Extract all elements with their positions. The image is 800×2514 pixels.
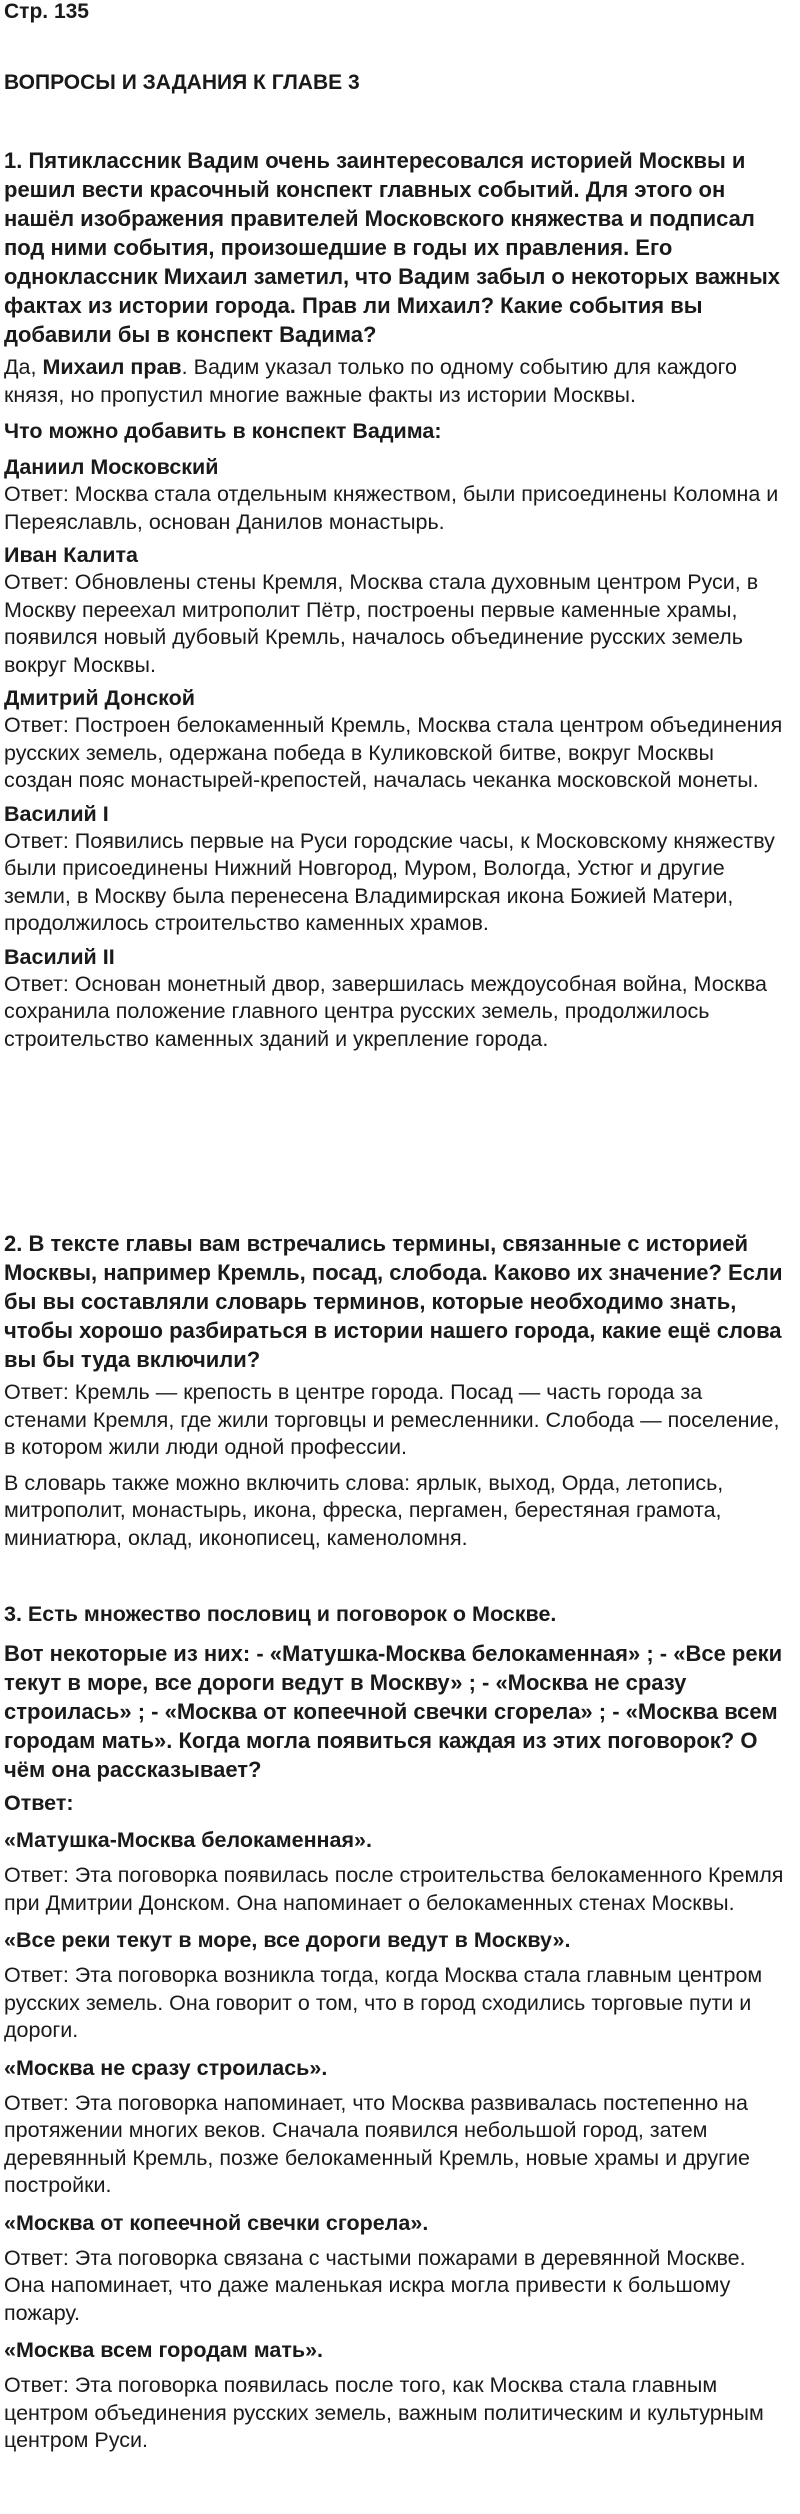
question-3-text: 3. Есть множество пословиц и поговорок о Москве. [4,1602,557,1626]
question-1-section [4,146,788,1053]
ruler-name: Даниил Московский [4,455,219,479]
saying-answer: Ответ: Эта поговорка связана с частыми пожарами в деревянной Москве. Она напоминает, что даже маленькая искра могла привести к большому пожару. [4,2245,746,2325]
ruler-name: Василий I [4,801,109,826]
question-3-section [4,1601,788,2455]
answer-label: Ответ: [4,1791,74,1815]
ruler-name: Иван Калита [4,543,139,567]
question-2-extra: В словарь также можно включить слова: ярлык, выход, Орда, летопись, митрополит, монастырь, икона, фреска, пергамен, берестяная грамота, миниатюра, оклад, иконописец, каменоломня. [4,1470,724,1550]
add-heading: Что можно добавить в конспект Вадима: [4,419,442,443]
ruler-text: Ответ: Москва стала отдельным княжеством, были присоединены Коломна и Переяславль, основан Данилов монастырь. [4,482,779,534]
ruler-text: Ответ: Основан монетный двор, завершилась междоусобная война, Москва сохранила положение главного центра русских земель, продолжилось строительство каменных зданий и укрепление города. [4,971,767,1051]
answer-bold: Михаил прав [42,355,182,379]
saying-answer: Ответ: Эта поговорка напоминает, что Москва развивалась постепенно на протяжении многих веков. Сначала появился небольшой город, затем деревянный Кремль, позже белокаменный Кремль, новые храмы и другие постройки. [4,2090,750,2197]
saying-answer: Ответ: Эта поговорка появилась после того, как Москва стала главным центром объединения русских земель, важным политическим и культурным центром Руси. [4,2373,764,2452]
saying: «Матушка-Москва белокаменная». [4,1828,372,1852]
saying: «Москва всем городам мать». [4,2338,324,2362]
question-3-text-2: Вот некоторые из них: - «Матушка-Москва белокаменная» ; - «Все реки текут в море, все дороги ведут в Москву» ; - «Москва не сразу строилась» ; - «Москва от копеечной свечки сгорела» ; - «Москва всем городам мать». Когда могла появиться каждая из этих поговорок? О чём она рассказывает? [4,1641,783,1782]
answer-rest: . Вадим указал только по одному событию для каждого князя, но пропустил многие важные факты из истории Москвы. [4,355,737,407]
chapter-title: ВОПРОСЫ И ЗАДАНИЯ К ГЛАВЕ 3 [4,71,360,94]
ruler-name: Дмитрий Донской [4,686,195,710]
ruler-text: Ответ: Появились первые на Руси городские часы, к Московскому княжеству были присоединены Нижний Новгород, Муром, Вологда, Устюг и другие земли, в Москву была перенесена Владимирская икона Божией Матери, продолжилось строительство каменных храмов. [4,828,775,935]
question-2-section [4,1229,788,1552]
page-number: Стр. 135 [4,0,89,23]
saying: «Москва не сразу строилась». [4,2055,328,2080]
saying: «Все реки текут в море, все дороги ведут в Москву». [4,1928,571,1952]
ruler-text: Ответ: Построен белокаменный Кремль, Москва стала центром объединения русских земель, одержана победа в Куликовской битве, вокруг Москвы создан пояс монастырей-крепостей, началась чеканка московской монеты. [4,713,783,792]
question-1-text: 1. Пятиклассник Вадим очень заинтересовался историей Москвы и решил вести красочный конспект главных событий. Для этого он нашёл изображения правителей Московского княжества и подписал под ними события, произошедшие в годы их правления. Его одноклассник Михаил заметил, что Вадим забыл о некоторых важных фактах из истории города. Прав ли Михаил? Какие события вы добавили бы в конспект Вадима? [4,148,780,347]
question-2-text: 2. В тексте главы вам встречались термины, связанные с историей Москвы, например Кремль, посад, слобода. Каково их значение? Если бы вы составляли словарь терминов, которые необходимо знать, чтобы хорошо разбираться в истории нашего города, какие ещё слова вы бы туда включили? [4,1231,783,1372]
saying-answer: Ответ: Эта поговорка появилась после строительства белокаменного Кремля при Дмитрии Донском. Она напоминает о белокаменных стенах Москвы. [4,1863,784,1915]
question-1-answer [4,354,788,409]
saying-answer: Ответ: Эта поговорка возникла тогда, когда Москва стала главным центром русских земель. Она говорит о том, что в город сходились торговые пути и дороги. [4,1963,763,2042]
answer-prefix: Да, [4,355,43,379]
ruler-text: Ответ: Обновлены стены Кремля, Москва стала духовным центром Руси, в Москву переехал митрополит Пётр, построены первые каменные храмы, появился новый дубовый Кремль, началось объединение русских земель вокруг Москвы. [4,570,759,677]
question-2-answer: Ответ: Кремль — крепость в центре города. Посад — часть города за стенами Кремля, где жили торговцы и ремесленники. Слобода — поселение, в котором жили люди одной профессии. [4,1380,780,1459]
saying: «Москва от копеечной свечки сгорела». [4,2210,429,2235]
ruler-name: Василий II [4,944,115,969]
